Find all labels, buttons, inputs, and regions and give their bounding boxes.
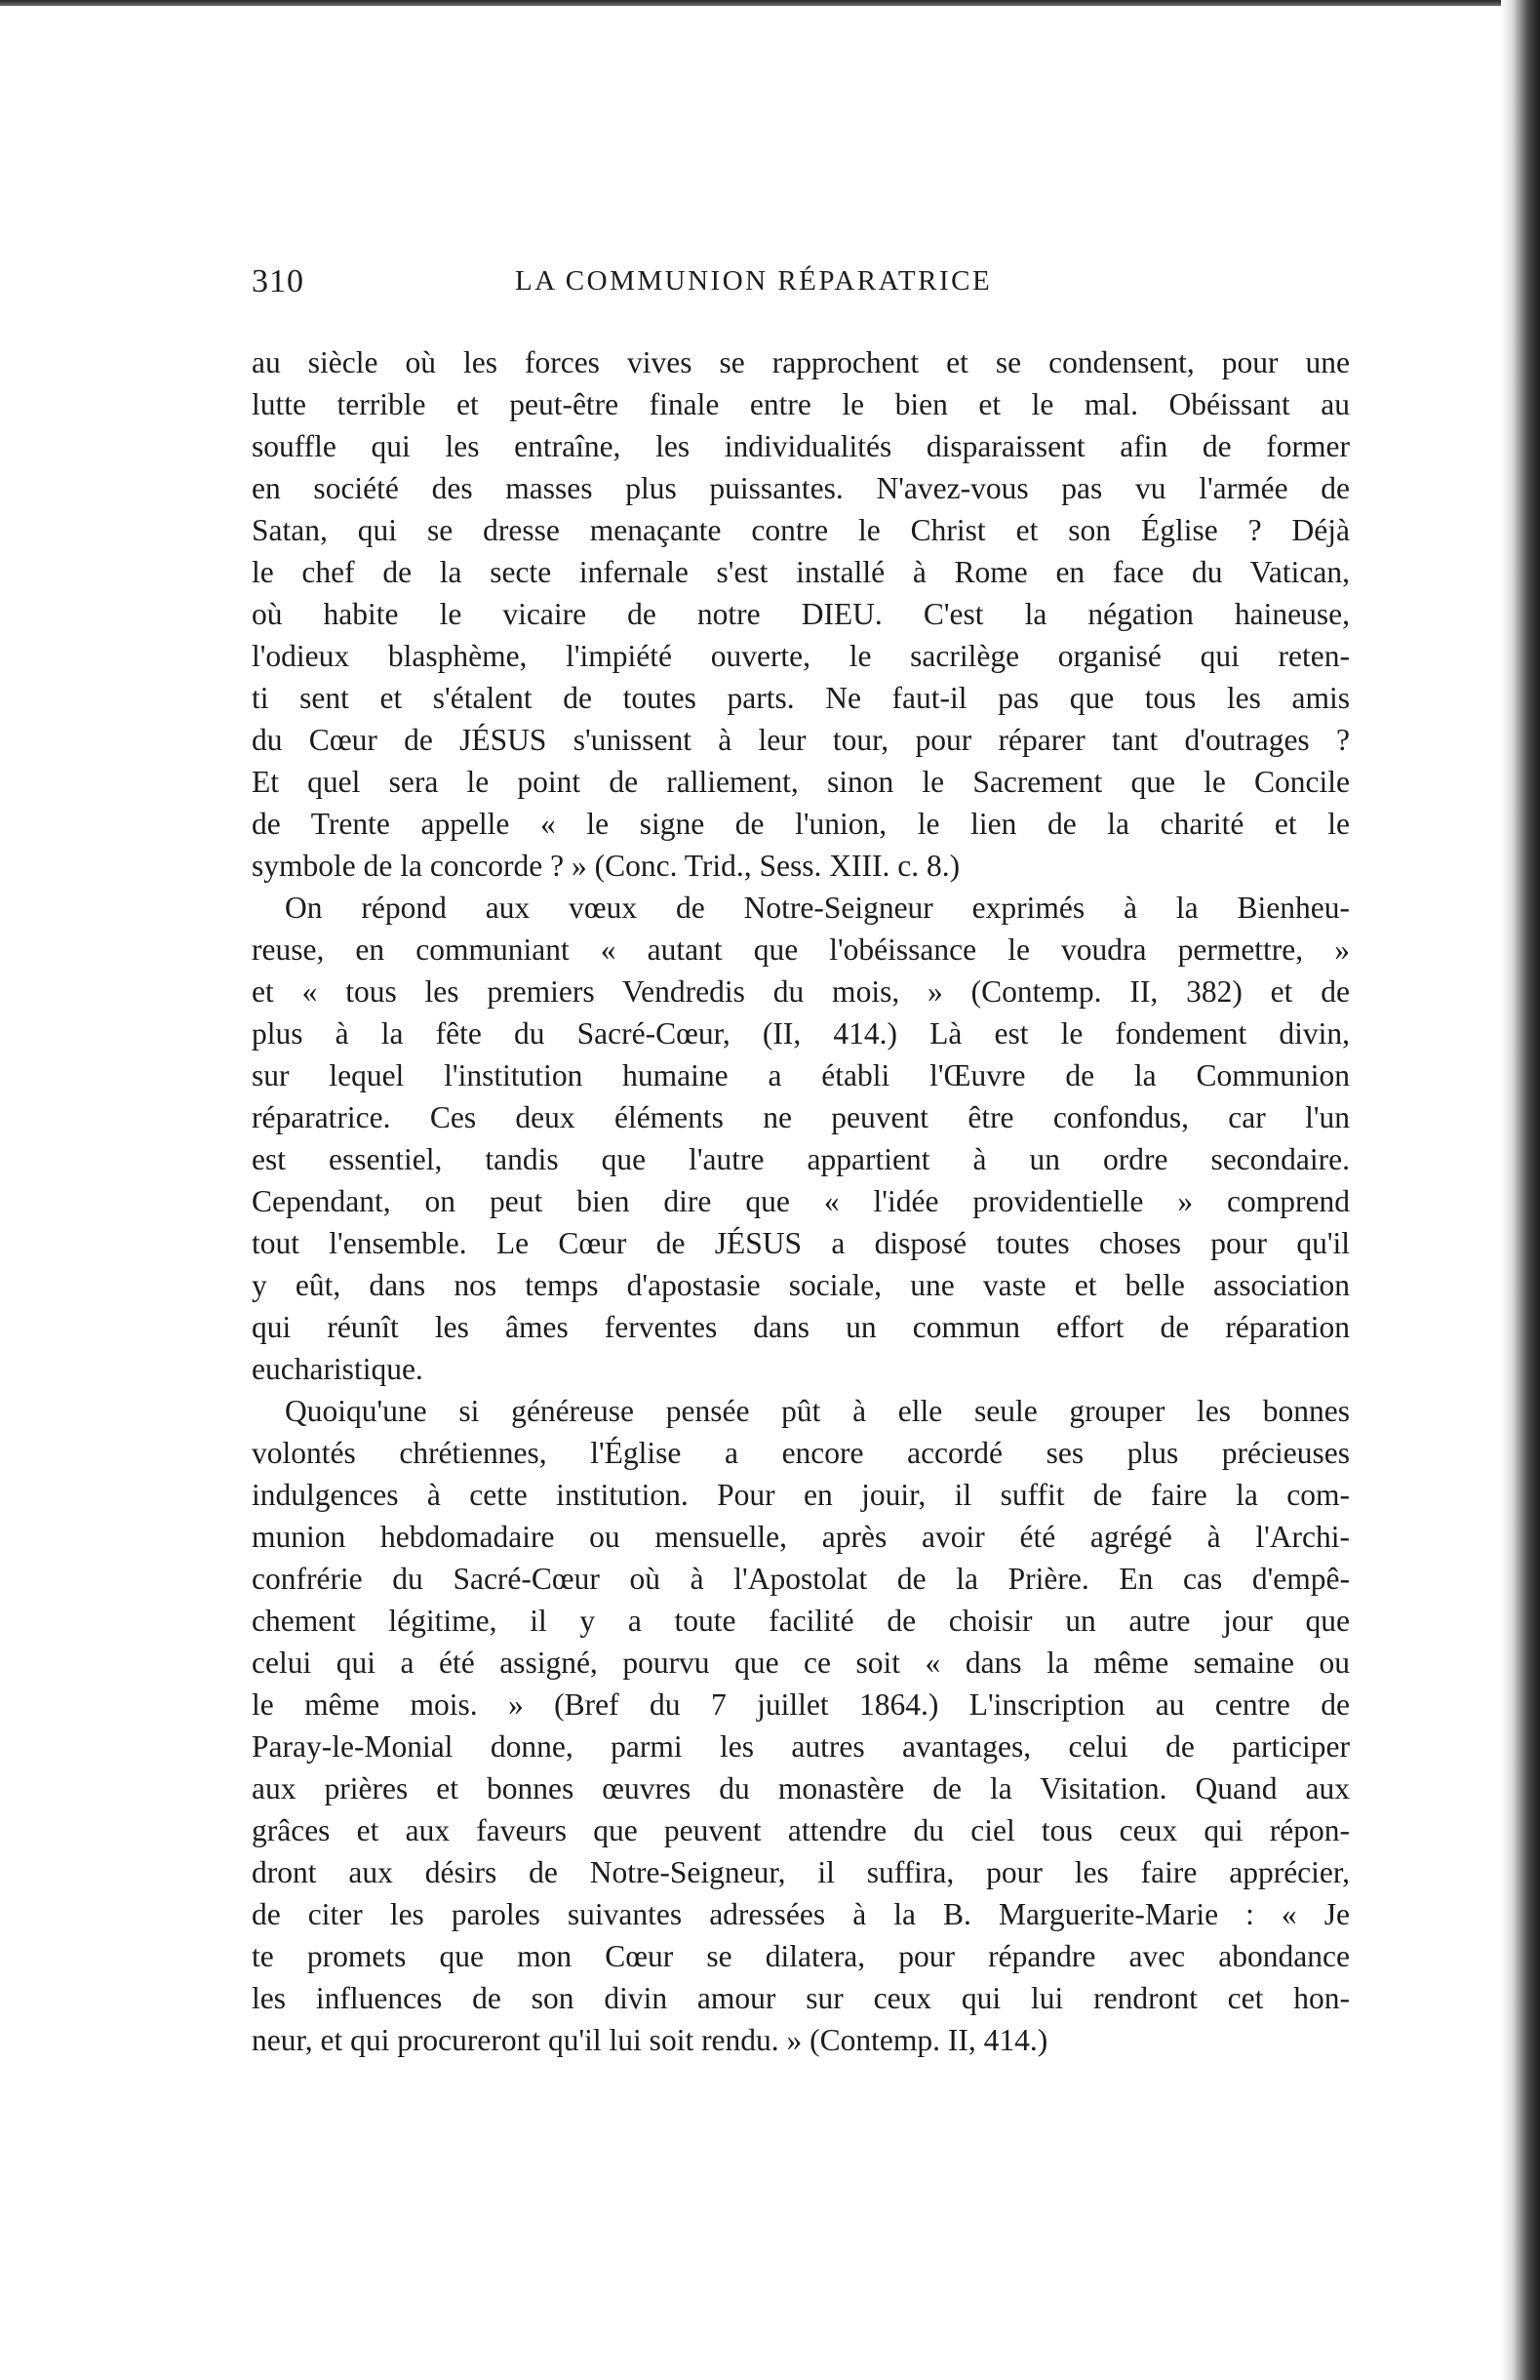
- body-text: [252, 341, 1350, 2061]
- text-line: lutte terrible et peut-être finale entre le bien et le mal. Obéissant au: [252, 387, 1350, 421]
- paragraph-3: [252, 1390, 1350, 2061]
- text-line: Satan, qui se dresse menaçante contre le Christ et son Église ? Déjà: [252, 513, 1350, 547]
- text-line: grâces et aux faveurs que peuvent attendre du ciel tous ceux qui répon-: [252, 1813, 1350, 1847]
- text-line: neur, et qui procureront qu'il lui soit rendu. » (Contemp. II, 414.): [252, 2023, 1048, 2057]
- text-line: eucharistique.: [252, 1352, 423, 1386]
- paragraph-1: [252, 341, 1350, 887]
- text-line: le même mois. » (Bref du 7 juillet 1864.) L'inscription au centre de: [252, 1687, 1350, 1722]
- text-line: y eût, dans nos temps d'apostasie sociale, une vaste et belle association: [252, 1268, 1350, 1302]
- text-line: où habite le vicaire de notre DIEU. C'est la négation haineuse,: [252, 597, 1350, 631]
- text-line: celui qui a été assigné, pourvu que ce soit « dans la même semaine ou: [252, 1646, 1350, 1680]
- paragraph-2: [252, 887, 1350, 1390]
- text-line: en société des masses plus puissantes. N'avez-vous pas vu l'armée de: [252, 471, 1350, 505]
- text-line: dront aux désirs de Notre-Seigneur, il suffira, pour les faire apprécier,: [252, 1855, 1350, 1889]
- text-line: souffle qui les entraîne, les individualités disparaissent afin de former: [252, 429, 1350, 463]
- text-line: réparatrice. Ces deux éléments ne peuvent être confondus, car l'un: [252, 1100, 1350, 1134]
- text-line: volontés chrétiennes, l'Église a encore accordé ses plus précieuses: [252, 1436, 1350, 1470]
- text-line: les influences de son divin amour sur ceux qui lui rendront cet hon-: [252, 1981, 1350, 2015]
- text-line: est essentiel, tandis que l'autre appartient à un ordre secondaire.: [252, 1142, 1350, 1176]
- text-line: le chef de la secte infernale s'est installé à Rome en face du Vatican,: [252, 555, 1350, 589]
- text-line: et « tous les premiers Vendredis du mois, » (Contemp. II, 382) et de: [252, 974, 1350, 1009]
- text-line: sur lequel l'institution humaine a établi l'Œuvre de la Communion: [252, 1058, 1350, 1092]
- scan-top-edge: [0, 0, 1540, 6]
- text-line: l'odieux blasphème, l'impiété ouverte, le sacrilège organisé qui reten-: [252, 639, 1350, 673]
- scan-right-edge: [1501, 0, 1540, 2380]
- text-line: du Cœur de JÉSUS s'unissent à leur tour, pour réparer tant d'outrages ?: [252, 723, 1350, 757]
- text-line: symbole de la concorde ? » (Conc. Trid., Sess. XIII. c. 8.): [252, 849, 961, 883]
- text-line: qui réunît les âmes ferventes dans un commun effort de réparation: [252, 1310, 1350, 1344]
- text-line: Paray-le-Monial donne, parmi les autres avantages, celui de participer: [252, 1729, 1350, 1764]
- text-line: chement légitime, il y a toute facilité de choisir un autre jour que: [252, 1604, 1350, 1638]
- page-number: 310: [252, 263, 304, 299]
- text-line: confrérie du Sacré-Cœur où à l'Apostolat de la Prière. En cas d'empê-: [252, 1562, 1350, 1596]
- text-line: de citer les paroles suivantes adressées à la B. Marguerite-Marie : « Je: [252, 1897, 1350, 1931]
- text-line: ti sent et s'étalent de toutes parts. Ne faut-il pas que tous les amis: [252, 681, 1350, 715]
- text-line: Cependant, on peut bien dire que « l'idée providentielle » comprend: [252, 1184, 1350, 1218]
- text-line: plus à la fête du Sacré-Cœur, (II, 414.) Là est le fondement divin,: [252, 1016, 1350, 1051]
- text-line: reuse, en communiant « autant que l'obéissance le voudra permettre, »: [252, 932, 1350, 967]
- running-head: [252, 263, 1412, 312]
- text-line: de Trente appelle « le signe de l'union, le lien de la charité et le: [252, 807, 1350, 841]
- running-title: LA COMMUNION RÉPARATRICE: [515, 265, 993, 297]
- text-line: Et quel sera le point de ralliement, sinon le Sacrement que le Concile: [252, 765, 1350, 799]
- text-line: munion hebdomadaire ou mensuelle, après avoir été agrégé à l'Archi-: [252, 1520, 1350, 1554]
- text-line: Quoiqu'une si généreuse pensée pût à elle seule grouper les bonnes: [285, 1394, 1350, 1428]
- text-line: au siècle où les forces vives se rapprochent et se condensent, pour une: [252, 345, 1350, 379]
- text-line: aux prières et bonnes œuvres du monastère de la Visitation. Quand aux: [252, 1771, 1350, 1805]
- text-line: On répond aux vœux de Notre-Seigneur exprimés à la Bienheu-: [285, 891, 1350, 925]
- text-line: tout l'ensemble. Le Cœur de JÉSUS a disposé toutes choses pour qu'il: [252, 1226, 1350, 1260]
- text-line: te promets que mon Cœur se dilatera, pour répandre avec abondance: [252, 1939, 1350, 1973]
- text-line: indulgences à cette institution. Pour en jouir, il suffit de faire la com-: [252, 1478, 1350, 1512]
